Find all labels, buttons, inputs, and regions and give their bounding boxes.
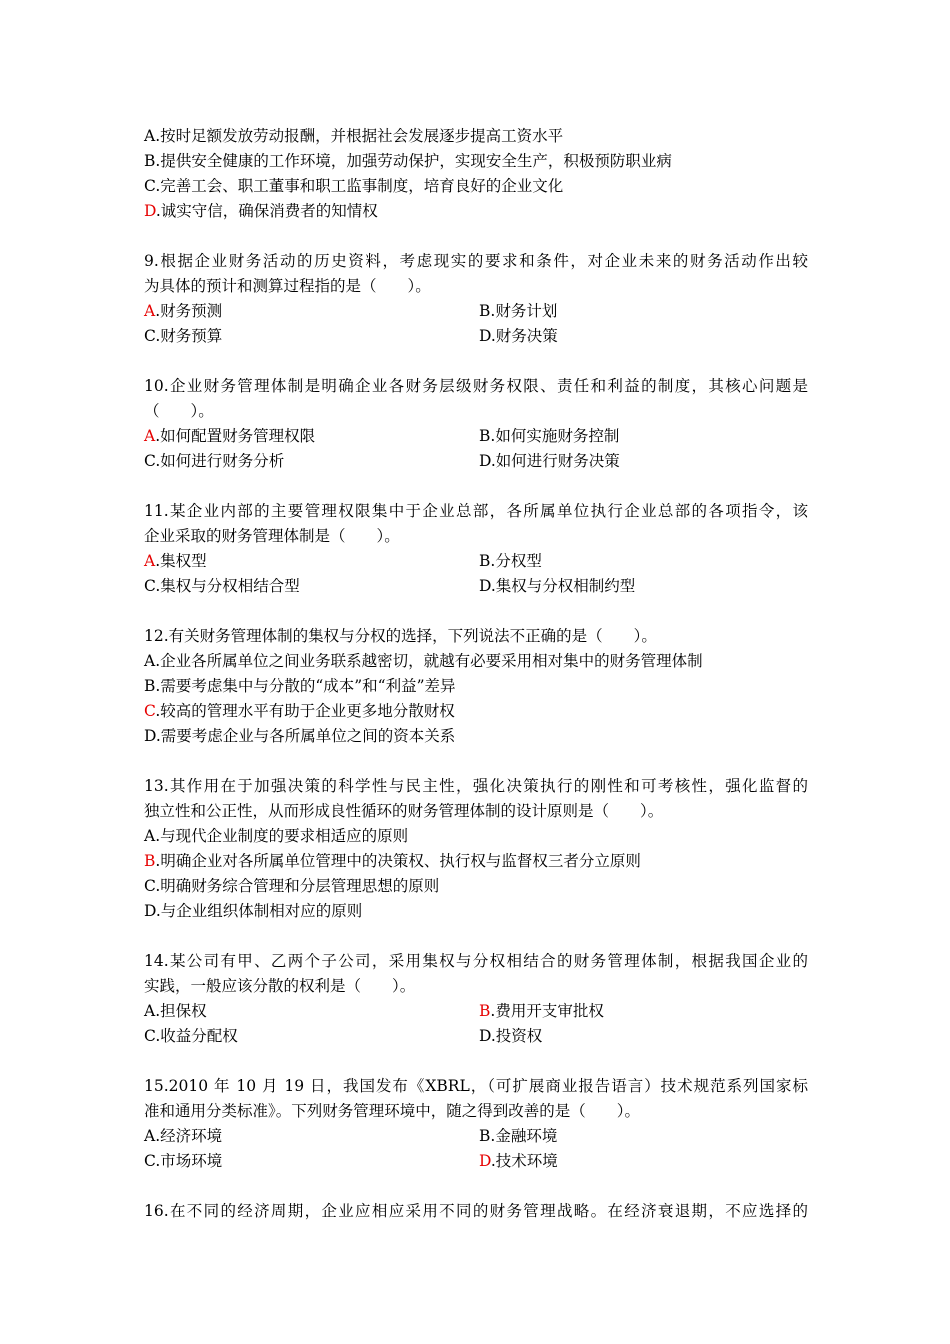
q14-option-a: A.担保权 xyxy=(144,1002,207,1020)
spacer xyxy=(144,749,808,774)
q11-stem-line1: 11.某企业内部的主要管理权限集中于企业总部，各所属单位执行企业总部的各项指令，该 xyxy=(144,502,808,520)
answer-mark: B xyxy=(144,852,156,870)
answer-mark: A xyxy=(144,302,156,320)
q10-options-row2 xyxy=(144,449,808,474)
q12-option-a: A.企业各所属单位之间业务联系越密切，就越有必要采用相对集中的财务管理体制 xyxy=(144,652,703,670)
answer-mark: A xyxy=(144,552,156,570)
q14-option-c: C.收益分配权 xyxy=(144,1027,238,1045)
q8-option-c: C.完善工会、职工董事和职工监事制度，培育良好的企业文化 xyxy=(144,177,564,195)
q11-options-row1 xyxy=(144,549,808,574)
answer-mark: B xyxy=(479,1002,491,1020)
q12-option-d: D.需要考虑企业与各所属单位之间的资本关系 xyxy=(144,727,456,745)
q11-option-c: C.集权与分权相结合型 xyxy=(144,577,300,595)
q14-options-row1 xyxy=(144,999,808,1024)
q15-stem-line1: 15.2010 年 10 月 19 日，我国发布《XBRL，（可扩展商业报告语言）技术规范系列国家标 xyxy=(144,1077,808,1095)
spacer xyxy=(144,1049,808,1074)
q13-option-b: B.明确企业对各所属单位管理中的决策权、执行权与监督权三者分立原则 xyxy=(144,852,641,870)
q15-option-c: C.市场环境 xyxy=(144,1152,223,1170)
q8-option-b: B.提供安全健康的工作环境，加强劳动保护，实现安全生产，积极预防职业病 xyxy=(144,152,672,170)
q9-stem-line1: 9.根据企业财务活动的历史资料，考虑现实的要求和条件，对企业未来的财务活动作出较 xyxy=(144,252,808,270)
q9-options-row1 xyxy=(144,299,808,324)
q13-option-a: A.与现代企业制度的要求相适应的原则 xyxy=(144,827,409,845)
answer-mark: D xyxy=(479,1152,491,1170)
q10-stem-line2: （ ）。 xyxy=(144,402,214,420)
q11-options-row2 xyxy=(144,574,808,599)
q13-option-c: C.明确财务综合管理和分层管理思想的原则 xyxy=(144,877,440,895)
q10-options-row1 xyxy=(144,424,808,449)
q13-stem-line2: 独立性和公正性，从而形成良性循环的财务管理体制的设计原则是（ ）。 xyxy=(144,802,664,820)
q9-stem-line2: 为具体的预计和测算过程指的是（ ）。 xyxy=(144,277,431,295)
q9-option-d: D.财务决策 xyxy=(479,327,558,345)
q16-stem-line1: 16.在不同的经济周期，企业应相应采用不同的财务管理战略。在经济衰退期，不应选择的 xyxy=(144,1202,808,1220)
q10-stem-line1: 10.企业财务管理体制是明确企业各财务层级财务权限、责任和利益的制度，其核心问题是 xyxy=(144,377,808,395)
q10-option-d: D.如何进行财务决策 xyxy=(479,452,620,470)
q15-option-a: A.经济环境 xyxy=(144,1127,223,1145)
q12-option-c: C.较高的管理水平有助于企业更多地分散财权 xyxy=(144,702,455,720)
q11-option-a: A.集权型 xyxy=(144,552,207,570)
q9-option-b: B.财务计划 xyxy=(479,302,558,320)
q14-option-b: B.费用开支审批权 xyxy=(479,1002,604,1020)
q9-option-a: A.财务预测 xyxy=(144,302,223,320)
q13-stem-line1: 13.其作用在于加强决策的科学性与民主性，强化决策执行的刚性和可考核性，强化监督的 xyxy=(144,777,808,795)
q11-stem-line2: 企业采取的财务管理体制是（ ）。 xyxy=(144,527,400,545)
q9-options-row2 xyxy=(144,324,808,349)
q13-option-d: D.与企业组织体制相对应的原则 xyxy=(144,902,363,920)
q15-stem-line2: 准和通用分类标准》。下列财务管理环境中，随之得到改善的是（ ）。 xyxy=(144,1102,641,1120)
answer-mark: A xyxy=(144,427,156,445)
q15-options-row1 xyxy=(144,1124,808,1149)
document-content xyxy=(144,124,808,1224)
q15-options-row2 xyxy=(144,1149,808,1174)
q10-option-a: A.如何配置财务管理权限 xyxy=(144,427,316,445)
q10-option-c: C.如何进行财务分析 xyxy=(144,452,285,470)
spacer xyxy=(144,599,808,624)
answer-mark: D xyxy=(144,202,156,220)
spacer xyxy=(144,349,808,374)
spacer xyxy=(144,474,808,499)
q15-option-d: D.技术环境 xyxy=(479,1152,558,1170)
spacer xyxy=(144,224,808,249)
q14-stem-line2: 实践，一般应该分散的权利是（ ）。 xyxy=(144,977,416,995)
q11-option-d: D.集权与分权相制约型 xyxy=(479,577,636,595)
q8-option-a: A.按时足额发放劳动报酬，并根据社会发展逐步提高工资水平 xyxy=(144,127,564,145)
q11-option-b: B.分权型 xyxy=(479,552,542,570)
spacer xyxy=(144,924,808,949)
spacer xyxy=(144,1174,808,1199)
q14-option-d: D.投资权 xyxy=(479,1027,543,1045)
q12-option-b: B.需要考虑集中与分散的“成本”和“利益”差异 xyxy=(144,677,456,695)
q14-options-row2 xyxy=(144,1024,808,1049)
q10-option-b: B.如何实施财务控制 xyxy=(479,427,620,445)
q8-option-d: D.诚实守信，确保消费者的知情权 xyxy=(144,202,378,220)
q9-option-c: C.财务预算 xyxy=(144,327,223,345)
q14-stem-line1: 14.某公司有甲、乙两个子公司，采用集权与分权相结合的财务管理体制，根据我国企业的 xyxy=(144,952,808,970)
q12-stem-line1: 12.有关财务管理体制的集权与分权的选择，下列说法不正确的是（ ）。 xyxy=(144,627,657,645)
q15-option-b: B.金融环境 xyxy=(479,1127,558,1145)
answer-mark: C xyxy=(144,702,156,720)
